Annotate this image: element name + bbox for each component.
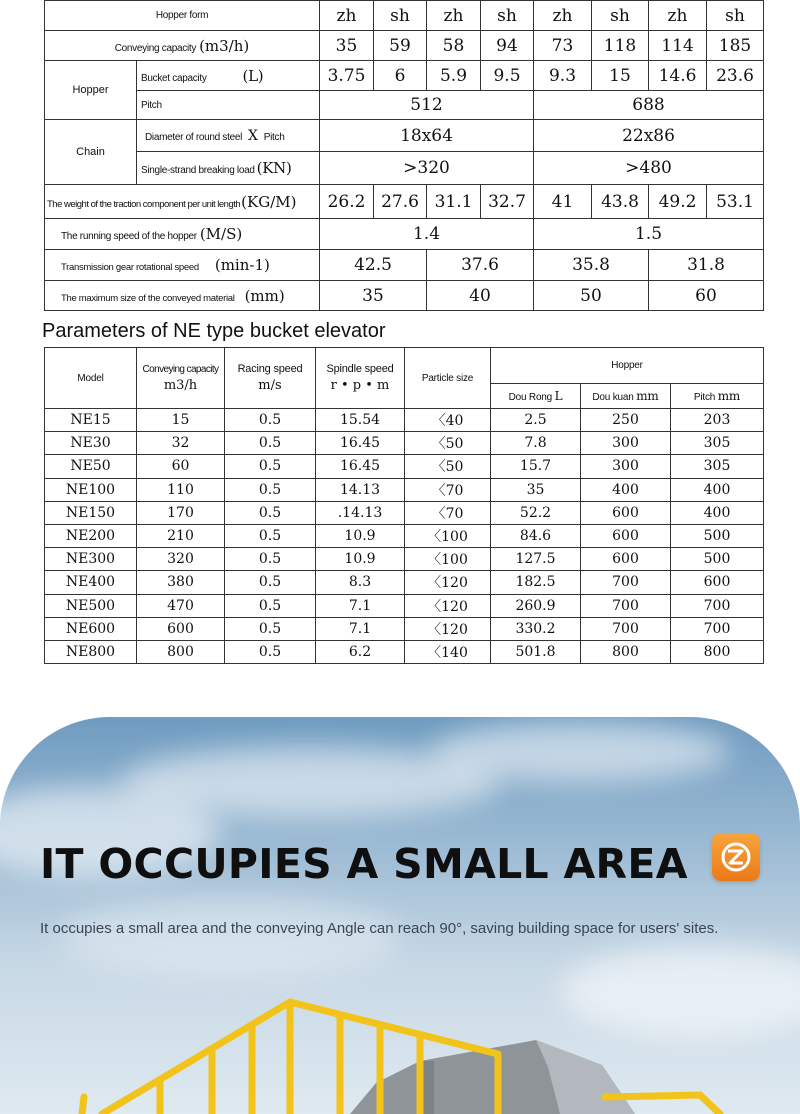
cell: 50 [534,281,649,311]
table-cell: NE150 [45,501,137,524]
table-cell: 10.9 [316,548,405,571]
table-cell: 400 [671,478,764,501]
table-row [45,548,764,571]
cell: 1.4 [320,219,534,250]
table-cell: 0.5 [225,548,316,571]
cell: 9.5 [481,61,534,91]
label-capacity: Conveying capacity (m3/h) [45,31,320,61]
table-cell: 32 [137,432,225,455]
cell: 688 [534,91,764,120]
table-cell: 15.7 [491,455,581,478]
label-gear-speed: Transmission gear rotational speed (min-1) [45,250,320,281]
cell: sh [592,1,649,31]
cell: 31.1 [427,185,481,219]
table-cell: NE15 [45,409,137,432]
cell: sh [481,1,534,31]
table-cell: 170 [137,501,225,524]
table-cell: 7.1 [316,594,405,617]
table-cell: 16.45 [316,432,405,455]
row-weight [45,185,764,219]
label-max-size: The maximum size of the conveyed material (mm) [45,281,320,311]
cell: 22x86 [534,120,764,152]
header-pitch: Pitch mm [671,384,764,409]
table-row [45,524,764,547]
cell: 40 [427,281,534,311]
table-cell: 380 [137,571,225,594]
cell: 53.1 [707,185,764,219]
table-cell: 〈120 [405,594,491,617]
table-cell: 10.9 [316,524,405,547]
cell: 114 [649,31,707,61]
cloud [60,897,400,977]
table-cell: 〈140 [405,640,491,663]
table-cell: 110 [137,478,225,501]
ne-section-title: Parameters of NE type bucket elevator [42,320,386,342]
table-cell: 600 [581,548,671,571]
table-cell: 700 [671,594,764,617]
cell: 23.6 [707,61,764,91]
header-racing-speed: Racing speed m/s [225,348,316,409]
table-cell: 8.3 [316,571,405,594]
table-cell: 400 [581,478,671,501]
table-row [45,571,764,594]
table-row [45,478,764,501]
cell: 32.7 [481,185,534,219]
table-cell: 〈50 [405,432,491,455]
table-cell: 700 [581,594,671,617]
zg-logo-icon [712,833,760,881]
table-row [45,455,764,478]
cell: 9.3 [534,61,592,91]
table-cell: 0.5 [225,409,316,432]
table-cell: 305 [671,455,764,478]
table-cell: NE200 [45,524,137,547]
header-capacity: Conveying capacity m3/h [137,348,225,409]
table-cell: NE600 [45,617,137,640]
row-pitch [45,91,764,120]
table-cell: .14.13 [316,501,405,524]
cell: 35.8 [534,250,649,281]
table-cell: NE400 [45,571,137,594]
table-cell: 700 [581,617,671,640]
label-pitch: Pitch [137,91,320,120]
cell: 15 [592,61,649,91]
table-cell: 14.13 [316,478,405,501]
table-cell: 250 [581,409,671,432]
table-cell: 800 [137,640,225,663]
table-cell: 7.1 [316,617,405,640]
label-breaking-load: Single-strand breaking load (KN) [137,152,320,185]
label-hopper-form: Hopper form [45,1,320,31]
table-cell: 〈120 [405,571,491,594]
cell: 35 [320,31,374,61]
header-particle-size: Particle size [405,348,491,409]
header-dou-rong: Dou Rong L [491,384,581,409]
table-cell: 203 [671,409,764,432]
table-cell: 501.8 [491,640,581,663]
cell: 5.9 [427,61,481,91]
table-row [45,501,764,524]
ne-header-row [45,348,764,384]
ne-parameters-table [44,347,764,664]
cell: 58 [427,31,481,61]
table-cell: 800 [581,640,671,663]
hero-description: It occupies a small area and the conveying Angle can reach 90°, saving building space for users' sites. [40,920,719,937]
table-row [45,594,764,617]
row-running-speed [45,219,764,250]
label-bucket-capacity: Bucket capacity (L) [137,61,320,91]
cell: 27.6 [374,185,427,219]
table-cell: 0.5 [225,524,316,547]
cell: zh [649,1,707,31]
cloud [430,722,730,782]
header-hopper: Hopper [491,348,764,384]
cell: 512 [320,91,534,120]
table-cell: 0.5 [225,455,316,478]
table-cell: 0.5 [225,640,316,663]
table-cell: 〈120 [405,617,491,640]
table-cell: 6.2 [316,640,405,663]
table-cell: 500 [671,524,764,547]
header-dou-kuan: Dou kuan mm [581,384,671,409]
row-bucket-capacity [45,61,764,91]
cell: >480 [534,152,764,185]
label-running-speed: The running speed of the hopper (M/S) [45,219,320,250]
table-cell: 260.9 [491,594,581,617]
table-cell: 〈50 [405,455,491,478]
table-cell: 500 [671,548,764,571]
table-cell: 0.5 [225,501,316,524]
header-spindle-speed: Spindle speed r • p • m [316,348,405,409]
table-cell: 0.5 [225,594,316,617]
cell: 60 [649,281,764,311]
label-diameter: Diameter of round steel X Pitch [137,120,320,152]
cell: 37.6 [427,250,534,281]
elevator-photo-illustration [0,967,800,1114]
cell: zh [320,1,374,31]
table-cell: 700 [581,571,671,594]
table-cell: NE100 [45,478,137,501]
cell: 41 [534,185,592,219]
cell: 42.5 [320,250,427,281]
cell: 118 [592,31,649,61]
header-model: Model [45,348,137,409]
table-cell: 0.5 [225,432,316,455]
cell: zh [427,1,481,31]
row-max-size [45,281,764,311]
label-chain-group: Chain [45,120,137,185]
table-cell: NE500 [45,594,137,617]
cell: 43.8 [592,185,649,219]
row-diameter [45,120,764,152]
table-cell: 〈100 [405,524,491,547]
cell: 73 [534,31,592,61]
table-cell: 〈70 [405,501,491,524]
table-cell: 305 [671,432,764,455]
cell: 59 [374,31,427,61]
table-cell: 0.5 [225,478,316,501]
ne-table-body [45,409,764,664]
th-parameters-table [44,0,764,311]
row-hopper-form [45,1,764,31]
table-cell: 182.5 [491,571,581,594]
table-cell: 16.45 [316,455,405,478]
table-row [45,617,764,640]
table-cell: 300 [581,455,671,478]
table-cell: 52.2 [491,501,581,524]
table-cell: 〈40 [405,409,491,432]
table-row [45,409,764,432]
table-cell: 700 [671,617,764,640]
table-cell: 800 [671,640,764,663]
table-cell: 400 [671,501,764,524]
hero-banner [0,717,800,1114]
table-cell: 330.2 [491,617,581,640]
cell: 35 [320,281,427,311]
cell: 49.2 [649,185,707,219]
table-cell: 0.5 [225,617,316,640]
table-cell: 2.5 [491,409,581,432]
cell: 18x64 [320,120,534,152]
table-cell: NE30 [45,432,137,455]
cell: 3.75 [320,61,374,91]
row-capacity [45,31,764,61]
cell: 1.5 [534,219,764,250]
table-cell: NE50 [45,455,137,478]
table-cell: 600 [137,617,225,640]
table-cell: 470 [137,594,225,617]
hero-title: IT OCCUPIES A SMALL AREA [40,840,688,888]
cell: 14.6 [649,61,707,91]
table-cell: 84.6 [491,524,581,547]
table-cell: 600 [671,571,764,594]
table-cell: 15 [137,409,225,432]
table-cell: 320 [137,548,225,571]
table-cell: 210 [137,524,225,547]
row-breaking-load [45,152,764,185]
label-hopper-group: Hopper [45,61,137,120]
cell: zh [534,1,592,31]
cell: 185 [707,31,764,61]
table-cell: 600 [581,501,671,524]
cell: sh [374,1,427,31]
table-cell: 600 [581,524,671,547]
table-cell: 60 [137,455,225,478]
table-cell: NE300 [45,548,137,571]
row-gear-speed [45,250,764,281]
cell: 94 [481,31,534,61]
cell: sh [707,1,764,31]
table-cell: 7.8 [491,432,581,455]
table-cell: 0.5 [225,571,316,594]
cell: >320 [320,152,534,185]
label-weight: The weight of the traction component per unit length(KG/M) [45,185,320,219]
table-row [45,432,764,455]
table-cell: 127.5 [491,548,581,571]
table-cell: 300 [581,432,671,455]
table-row [45,640,764,663]
cell: 26.2 [320,185,374,219]
table-cell: 35 [491,478,581,501]
table-cell: NE800 [45,640,137,663]
cell: 31.8 [649,250,764,281]
table-cell: 15.54 [316,409,405,432]
table-cell: 〈70 [405,478,491,501]
table-cell: 〈100 [405,548,491,571]
cell: 6 [374,61,427,91]
